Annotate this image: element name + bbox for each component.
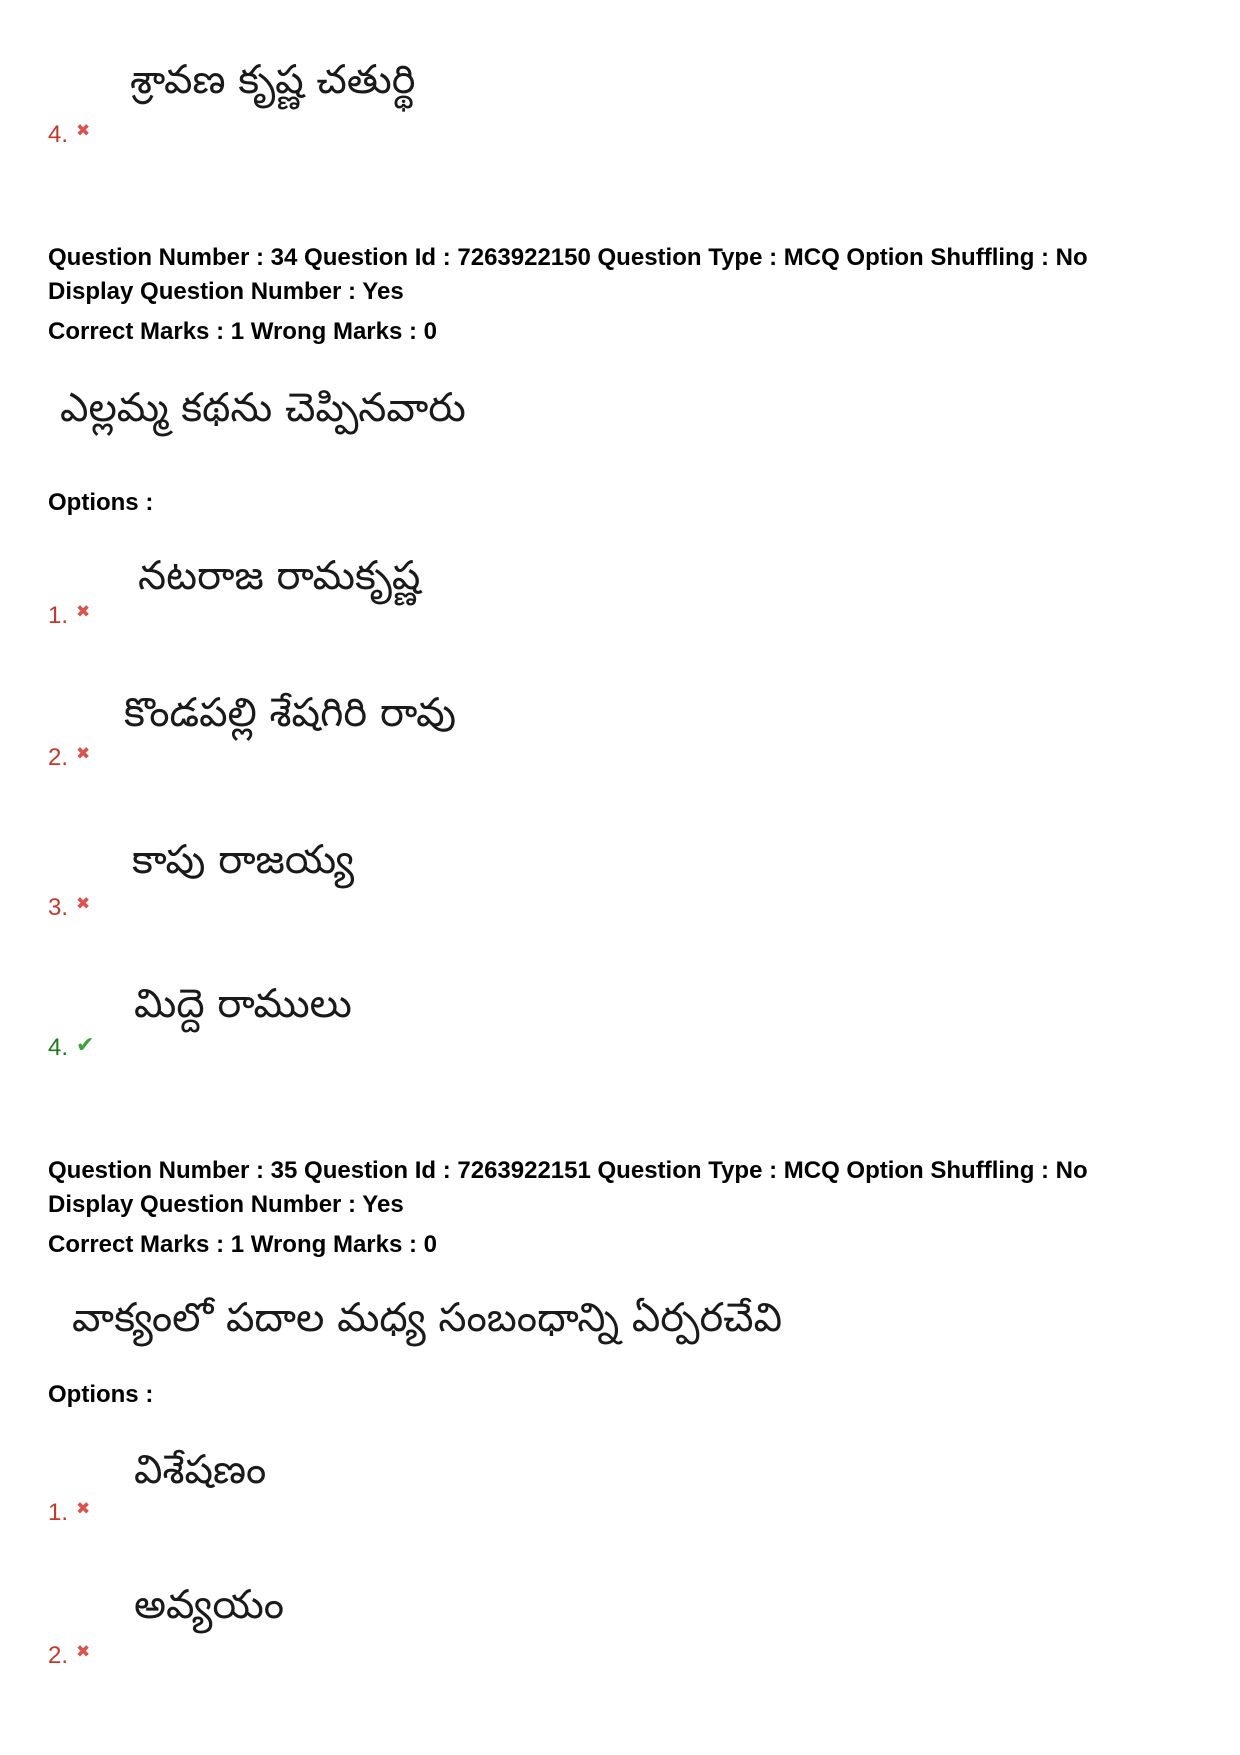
q35-question-text: వాక్యంలో పదాల మధ్య సంబంధాన్ని ఏర్పరచేవి [72, 1295, 783, 1341]
q34-option-3-text: కాపు రాజయ్య [132, 837, 355, 883]
cross-mark-icon: ✖ [76, 1642, 91, 1661]
cross-mark-icon: ✖ [76, 602, 91, 621]
q34-option-4-text: మిద్దె రాములు [134, 981, 352, 1027]
q34-option-1-number [48, 603, 90, 628]
prev-option-4-text: శ్రావణ కృష్ణ చతుర్థి [130, 57, 416, 103]
cross-mark-icon: ✖ [76, 894, 91, 913]
q34-header-line1: Question Number : 34 Question Id : 7263922150 Question Type : MCQ Option Shuffling : No [48, 244, 1088, 271]
q35-header-line2: Display Question Number : Yes [48, 1191, 404, 1218]
option-number: 1. [48, 1499, 69, 1526]
q34-question-text: ఎల్లమ్మ కథను చెప్పినవారు [60, 385, 466, 431]
prev-option-4-number [48, 122, 90, 147]
q34-header-line2: Display Question Number : Yes [48, 278, 404, 305]
q35-header-line1: Question Number : 35 Question Id : 7263922151 Question Type : MCQ Option Shuffling : No [48, 1157, 1088, 1184]
cross-mark-icon: ✖ [76, 1499, 91, 1518]
q34-option-3-number [48, 895, 90, 920]
q34-option-2-text: కొండపల్లి శేషగిరి రావు [124, 690, 456, 736]
q35-options-label: Options : [48, 1381, 154, 1408]
q34-marks: Correct Marks : 1 Wrong Marks : 0 [48, 318, 438, 345]
q35-option-2-number [48, 1643, 90, 1668]
option-number: 1. [48, 602, 69, 629]
option-number: 3. [48, 894, 69, 921]
q35-marks: Correct Marks : 1 Wrong Marks : 0 [48, 1231, 438, 1258]
q34-options-label: Options : [48, 489, 154, 516]
q34-option-4-number [48, 1034, 94, 1060]
q34-option-1-text: నటరాజ రామకృష్ణ [138, 553, 421, 599]
q34-option-2-number [48, 745, 90, 770]
cross-mark-icon: ✖ [76, 121, 91, 140]
option-number: 4. [48, 121, 69, 148]
q35-option-1-text: విశేషణం [134, 1447, 267, 1493]
option-number: 2. [48, 744, 69, 771]
check-mark-icon: ✔ [76, 1032, 95, 1057]
q35-option-1-number [48, 1500, 90, 1525]
option-number: 2. [48, 1642, 69, 1669]
q35-option-2-text: అవ్యయం [134, 1582, 285, 1628]
cross-mark-icon: ✖ [76, 744, 91, 763]
option-number: 4. [48, 1034, 69, 1061]
